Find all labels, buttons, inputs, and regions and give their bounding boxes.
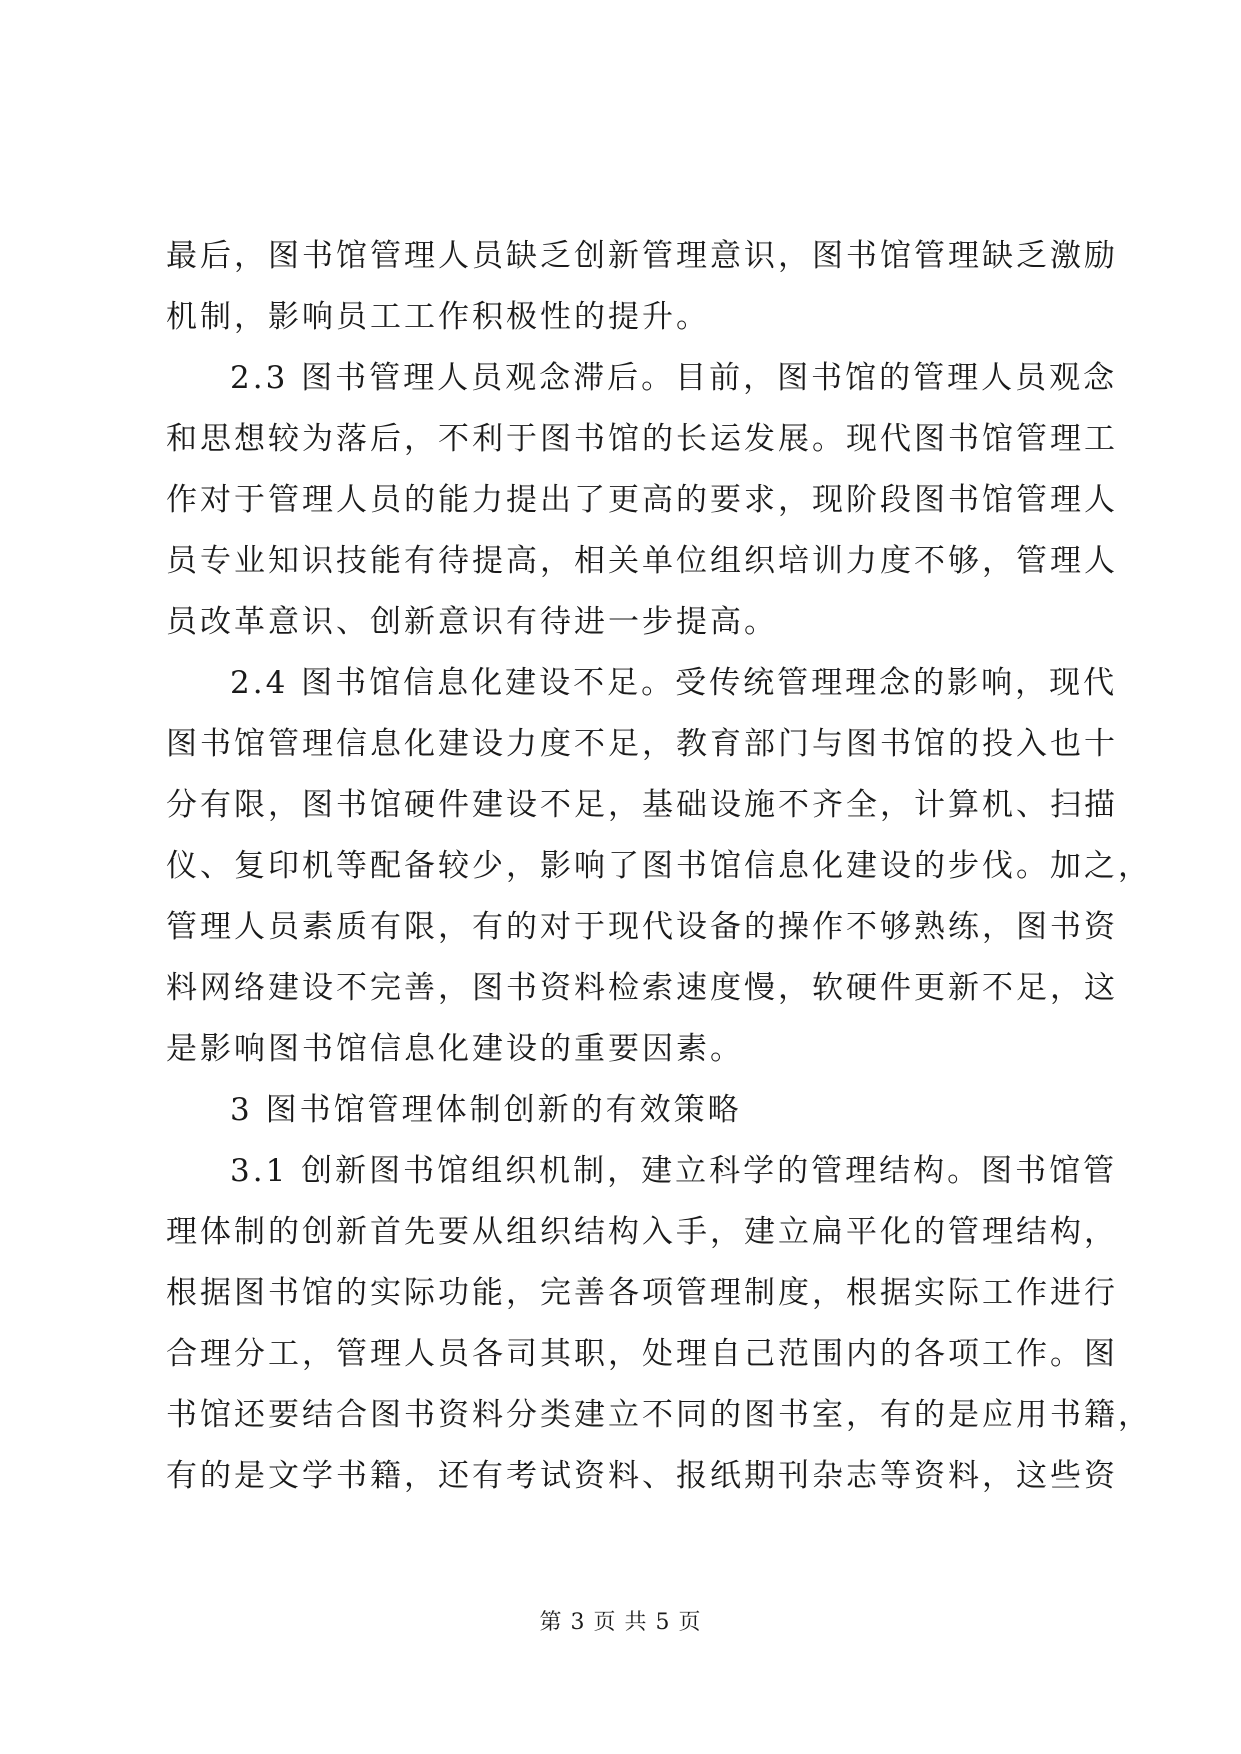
text-line: 分有限，图书馆硬件建设不足，基础设施不齐全，计算机、扫描 xyxy=(166,787,1118,823)
text-line: 最后，图书馆管理人员缺乏创新管理意识，图书馆管理缺乏激励 xyxy=(166,238,1118,274)
text-line: 图书馆管理信息化建设力度不足，教育部门与图书馆的投入也十 xyxy=(166,726,1118,762)
text-line: 料网络建设不完善，图书资料检索速度慢，软硬件更新不足，这 xyxy=(166,970,1118,1006)
text-line: 根据图书馆的实际功能，完善各项管理制度，根据实际工作进行 xyxy=(166,1275,1118,1311)
text-line: 仪、复印机等配备较少，影响了图书馆信息化建设的步伐。加之， xyxy=(166,848,1152,884)
text-line: 书馆还要结合图书资料分类建立不同的图书室，有的是应用书籍， xyxy=(166,1397,1152,1433)
text-line: 有的是文学书籍，还有考试资料、报纸期刊杂志等资料，这些资 xyxy=(166,1458,1118,1494)
text-line: 是影响图书馆信息化建设的重要因素。 xyxy=(166,1031,744,1067)
text-line: 员改革意识、创新意识有待进一步提高。 xyxy=(166,604,778,640)
text-line: 合理分工，管理人员各司其职，处理自己范围内的各项工作。图 xyxy=(166,1336,1118,1372)
paragraph-heading: 3.1 创新图书馆组织机制，建立科学的管理结构。图书馆管 xyxy=(230,1153,1118,1189)
text-line: 员专业知识技能有待提高，相关单位组织培训力度不够，管理人 xyxy=(166,543,1118,579)
section-heading: 3 图书馆管理体制创新的有效策略 xyxy=(230,1092,742,1128)
text-line: 理体制的创新首先要从组织结构入手，建立扁平化的管理结构， xyxy=(166,1214,1118,1250)
paragraph-heading: 2.3 图书管理人员观念滞后。目前，图书馆的管理人员观念 xyxy=(230,360,1118,396)
text-line: 机制，影响员工工作积极性的提升。 xyxy=(166,299,710,335)
text-line: 管理人员素质有限，有的对于现代设备的操作不够熟练，图书资 xyxy=(166,909,1118,945)
paragraph-heading: 2.4 图书馆信息化建设不足。受传统管理理念的影响，现代 xyxy=(230,665,1118,701)
text-line: 和思想较为落后，不利于图书馆的长运发展。现代图书馆管理工 xyxy=(166,421,1118,457)
page-number-footer: 第 3 页 共 5 页 xyxy=(539,1610,702,1635)
body-text xyxy=(166,226,1152,1507)
text-line: 作对于管理人员的能力提出了更高的要求，现阶段图书馆管理人 xyxy=(166,482,1118,518)
